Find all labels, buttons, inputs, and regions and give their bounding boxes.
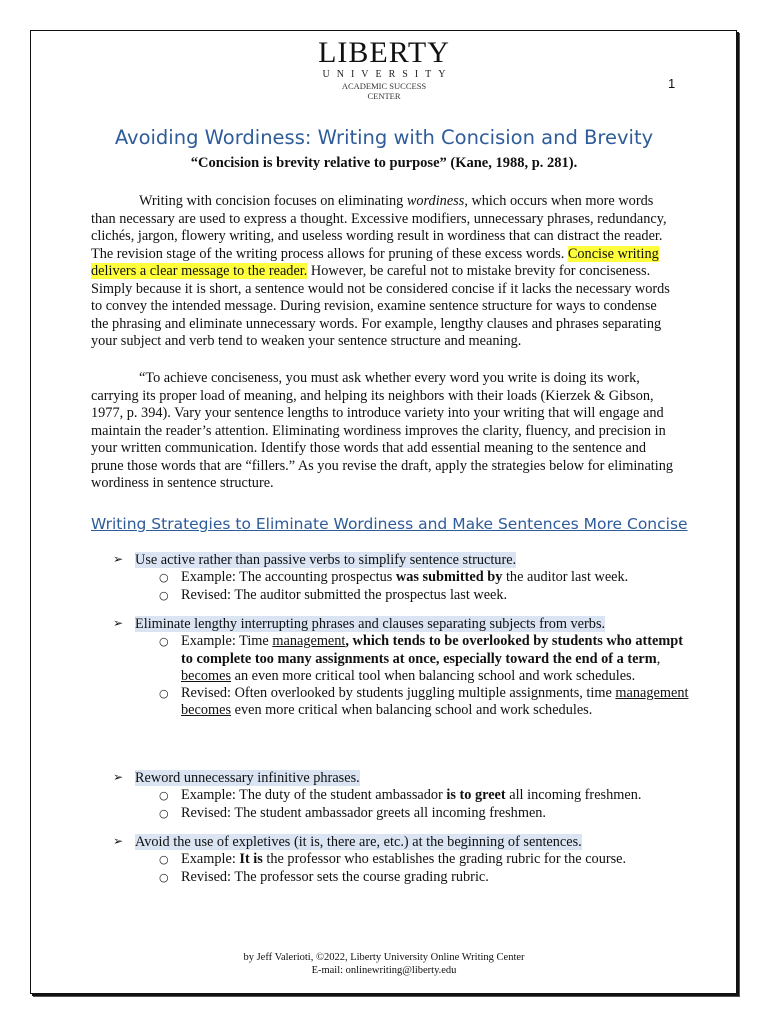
highlighted-sentence: Concise writing delivers a clear message to the reader. — [91, 245, 659, 279]
circle-bullet-icon: ○ — [159, 870, 169, 884]
revised-item — [159, 685, 693, 720]
logo-tagline-1: ACADEMIC SUCCESS — [341, 81, 427, 91]
footer — [0, 951, 768, 977]
p1-text-c: However, be careful not to mistake brevity for conciseness. Simply because it is short, a sentence would not be considered concise if it lacks the necessary words to convey the intended message. During revision, examine sentence structure for ways to condense the phrasing and eliminate unnecessary words. For example, lengthy clauses and phrases separating your subject and verb tend to weaken your sentence structure and meaning. — [91, 263, 670, 349]
example-text-end: all incoming freshmen. — [505, 787, 642, 804]
example-text: Example: The accounting prospectus — [181, 569, 396, 586]
epigraph-quote: “Concision is brevity relative to purpose” (Kane, 1988, p. 281). — [190, 155, 578, 171]
example-item — [159, 569, 693, 586]
p1-text-a: Writing with concision focuses on eliminating — [139, 193, 407, 209]
strategy-heading — [113, 834, 693, 851]
example-bold: , which tends to be overlooked by students who attempt to complete too many assignments at once, especially toward the end of a term — [181, 633, 683, 667]
arrow-bullet-icon: ➢ — [113, 834, 124, 848]
strategy-examples — [113, 851, 693, 886]
example-item — [159, 633, 693, 685]
strategy-examples — [113, 569, 693, 604]
example-underlined-verb: becomes — [181, 667, 232, 684]
strategy-interrupting-phrases — [113, 616, 693, 720]
revised-text: Revised: Often overlooked by students juggling multiple assignments, time — [181, 685, 616, 702]
strategy-infinitive-phrases — [113, 770, 693, 822]
example-bold: was submitted by — [395, 569, 503, 586]
revised-item — [159, 805, 693, 822]
example-item — [159, 787, 693, 804]
example-underlined-subject: management — [272, 633, 346, 650]
logo-tagline-2: CENTER — [367, 91, 401, 101]
example-bold: It is — [239, 851, 263, 868]
strategy-heading — [113, 770, 693, 787]
revised-text: Revised: The auditor submitted the prospectus last week. — [181, 586, 508, 603]
strategy-expletives — [113, 834, 693, 886]
circle-bullet-icon: ○ — [159, 635, 169, 649]
example-item — [159, 851, 693, 868]
strategy-heading-text: Avoid the use of expletives (it is, there are, etc.) at the beginning of sentences. — [135, 834, 582, 850]
intro-paragraph — [91, 193, 676, 351]
strategy-examples — [113, 787, 693, 822]
strategy-heading-text: Eliminate lengthy interrupting phrases and clauses separating subjects from verbs. — [135, 616, 606, 632]
strategy-heading-text: Reword unnecessary infinitive phrases. — [135, 770, 360, 786]
circle-bullet-icon: ○ — [159, 853, 169, 867]
revised-text: Revised: The professor sets the course grading rubric. — [181, 868, 489, 885]
footer-email: E-mail: onlinewriting@liberty.edu — [311, 965, 457, 976]
document-title: Avoiding Wordiness: Writing with Concision and Brevity — [114, 126, 654, 149]
circle-bullet-icon: ○ — [159, 789, 169, 803]
page-number: 1 — [668, 76, 676, 91]
strategy-examples — [113, 633, 693, 719]
section-heading-text: Writing Strategies to Eliminate Wordiness and Make Sentences More Concise — [91, 515, 688, 533]
circle-bullet-icon: ○ — [159, 571, 169, 585]
revised-item — [159, 587, 693, 604]
logo-university: UNIVERSITY — [322, 69, 453, 80]
p1-text-b: , which occurs when more words than necessary are used to express a thought. Excessive modifiers, unnecessary phrases, redundancy, clichés, jargon, flowery writing, and useless wording result in wordiness that can distract the reader. The revision stage of the writing process allows for pruning of these excess words. — [91, 193, 667, 262]
example-text: Example: The duty of the student ambassador — [181, 787, 447, 804]
arrow-bullet-icon: ➢ — [113, 770, 124, 784]
revised-item — [159, 869, 693, 886]
circle-bullet-icon: ○ — [159, 687, 169, 701]
logo-wordmark: LIBERTY — [318, 36, 450, 69]
revised-underlined: management becomes — [181, 685, 689, 719]
example-text-end: an even more critical tool when balancing school and work schedules. — [231, 667, 636, 684]
strategy-heading-text: Use active rather than passive verbs to simplify sentence structure. — [135, 552, 517, 568]
circle-bullet-icon: ○ — [159, 806, 169, 820]
example-text: Example: — [181, 851, 240, 868]
p1-emphasis: wordiness — [406, 193, 465, 209]
strategy-active-verbs — [113, 552, 693, 604]
arrow-bullet-icon: ➢ — [113, 552, 124, 566]
quote-paragraph — [91, 370, 676, 493]
p2-text: “To achieve conciseness, you must ask whether every word you write is doing its work, carrying its proper load of meaning, and helping its neighbors with their loads (Kierzek & Gibson, 1977, p. 394). Vary your sentence lengths to introduce variety into your writing that will engage and maintain the reader’s attention. Eliminating wordiness improves the clarity, fluency, and precision in your written communication. Identify those words that add essential meaning to the sentence and prune those words that are “fillers.” As you revise the draft, apply the strategies below for eliminating wordiness in sentence structure. — [91, 370, 674, 491]
footer-credit: by Jeff Valerioti, ©2022, Liberty University Online Writing Center — [243, 952, 525, 963]
revised-text: Revised: The student ambassador greets all incoming freshmen. — [181, 804, 547, 821]
strategy-heading — [113, 552, 693, 569]
strategy-heading — [113, 616, 693, 633]
example-text-end: the professor who establishes the grading rubric for the course. — [262, 851, 627, 868]
example-text-mid: , — [656, 650, 661, 667]
circle-bullet-icon: ○ — [159, 588, 169, 602]
example-text-end: the auditor last week. — [502, 569, 629, 586]
liberty-logo — [0, 38, 768, 101]
revised-text-end: even more critical when balancing school and work schedules. — [231, 702, 593, 719]
example-bold: is to greet — [446, 787, 506, 804]
arrow-bullet-icon: ➢ — [113, 616, 124, 630]
section-heading — [91, 515, 711, 533]
example-text: Example: Time — [181, 633, 273, 650]
